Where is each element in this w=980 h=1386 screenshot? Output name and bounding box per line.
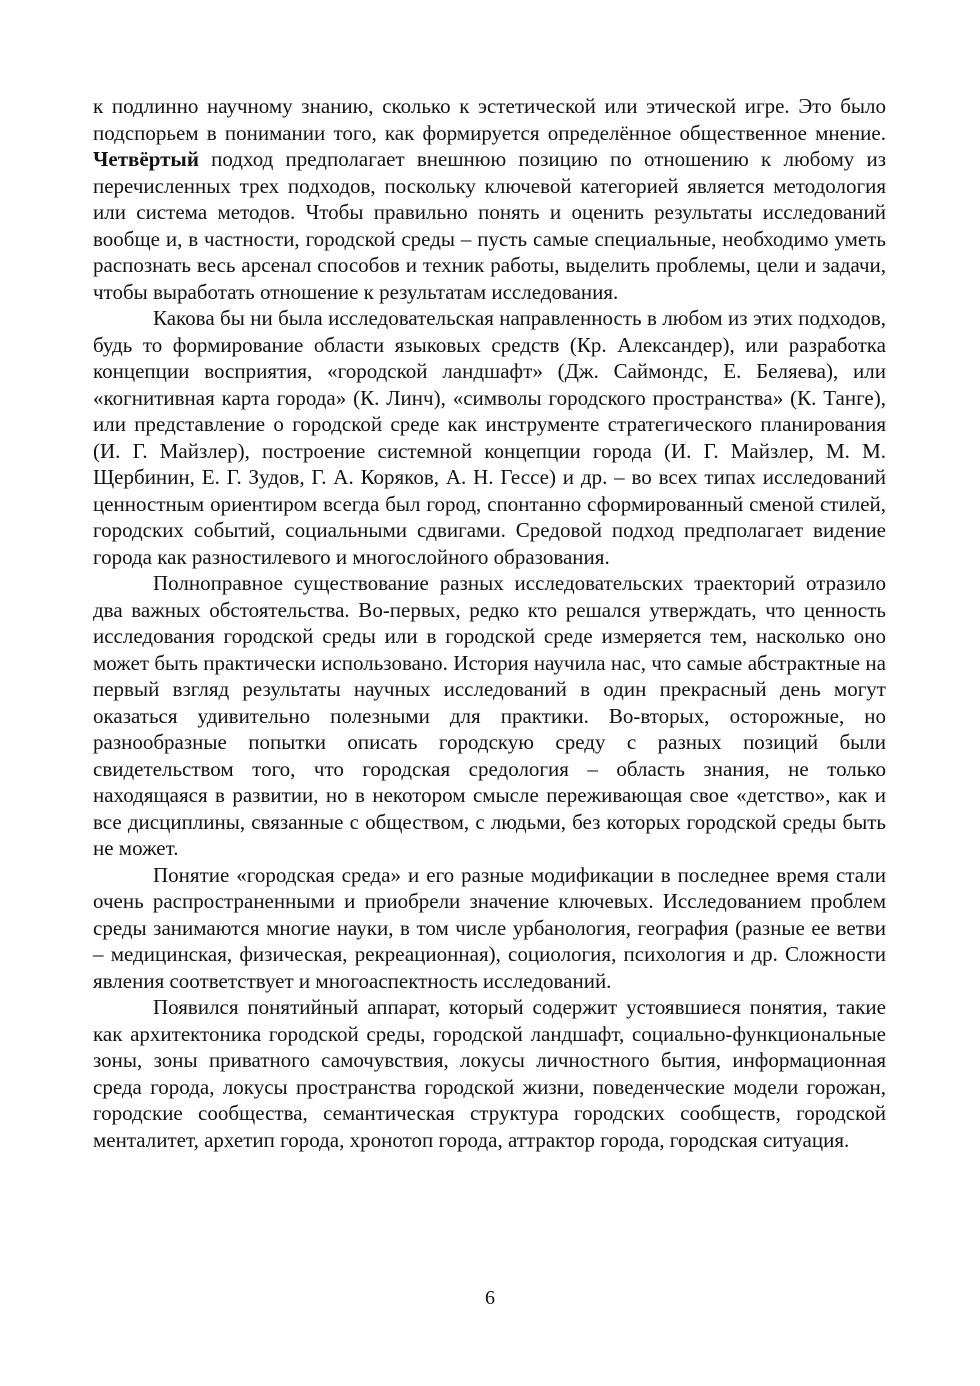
paragraph-3: Полноправное существование разных исследовательских траекторий отразило два важных обстоятельства. Во-первых, редко кто решался утверждать, что ценность исследования городской среды или в городской среде измеряется тем, насколько оно может быть практически использовано. История научила нас, что самые абстрактные на первый взгляд результаты научных исследований в один прекрасный день могут оказаться удивительно полезными для практики. Во-вторых, осторожные, но разнообразные попытки описать городскую среду с разных позиций были свидетельством того, что городская средология – область знания, не только находящаяся в развитии, но в некотором смысле переживающая свое «детство», как и все дисциплины, связанные с обществом, с людьми, без которых городской среды быть не может. (93, 571, 886, 860)
paragraph-1 (93, 93, 886, 305)
paragraph-5: Появился понятийный аппарат, который содержит устоявшиеся понятия, такие как архитектоника городской среды, городской ландшафт, социально-функциональные зоны, зоны приватного самочувствия, локусы личностного бытия, информационная среда города, локусы пространства городской жизни, поведенческие модели горожан, городские сообщества, семантическая структура городских сообществ, городской менталитет, архетип города, хронотоп города, аттрактор города, городская ситуация. (93, 995, 886, 1152)
paragraph-2: Какова бы ни была исследовательская направленность в любом из этих подходов, будь то формирование области языковых средств (Кр. Александер), или разработка концепции восприятия, «городской ландшафт» (Дж. Саймондс, Е. Беляева), или «когнитивная карта города» (К. Линч), «символы городского пространства» (К. Танге), или представление о городской среде как инструменте стратегического планирования (И. Г. Майзлер), построение системной концепции города (И. Г. Майзлер, М. М. Щербинин, Е. Г. Зудов, Г. А. Коряков, А. Н. Гессе) и др. – во всех типах исследований ценностным ориентиром всегда был город, спонтанно сформированный сменой стилей, городских событий, социальными сдвигами. Средовой подход предполагает видение города как разностилевого и многослойного образования. (93, 306, 886, 569)
paragraph-1-text-start: к подлинно научному знанию, сколько к эстетической или этической игре. Это было подспорьем в понимании того, как формируется определённое общественное мнение. (93, 94, 886, 145)
paragraph-1-text-end: подход предполагает внешнюю позицию по отношению к любому из перечисленных трех подходов, поскольку ключевой категорией является методология или система методов. Чтобы правильно понять и оценить результаты исследований вообще и, в частности, городской среды – пусть самые специальные, необходимо уметь распознать весь арсенал способов и техник работы, выделить проблемы, цели и задачи, чтобы выработать отношение к результатам исследования. (93, 147, 886, 304)
paragraph-4: Понятие «городская среда» и его разные модификации в последнее время стали очень распространенными и приобрели значение ключевых. Исследованием проблем среды занимаются многие науки, в том числе урбанология, география (разные ее ветви – медицинская, физическая, рекреационная), социология, психология и др. Сложности явления соответствует и многоаспектность исследований. (93, 862, 886, 993)
paragraph-1-bold-term: Четвёртый (93, 147, 199, 171)
page-body (93, 93, 886, 1153)
page-number: 6 (485, 1287, 495, 1309)
